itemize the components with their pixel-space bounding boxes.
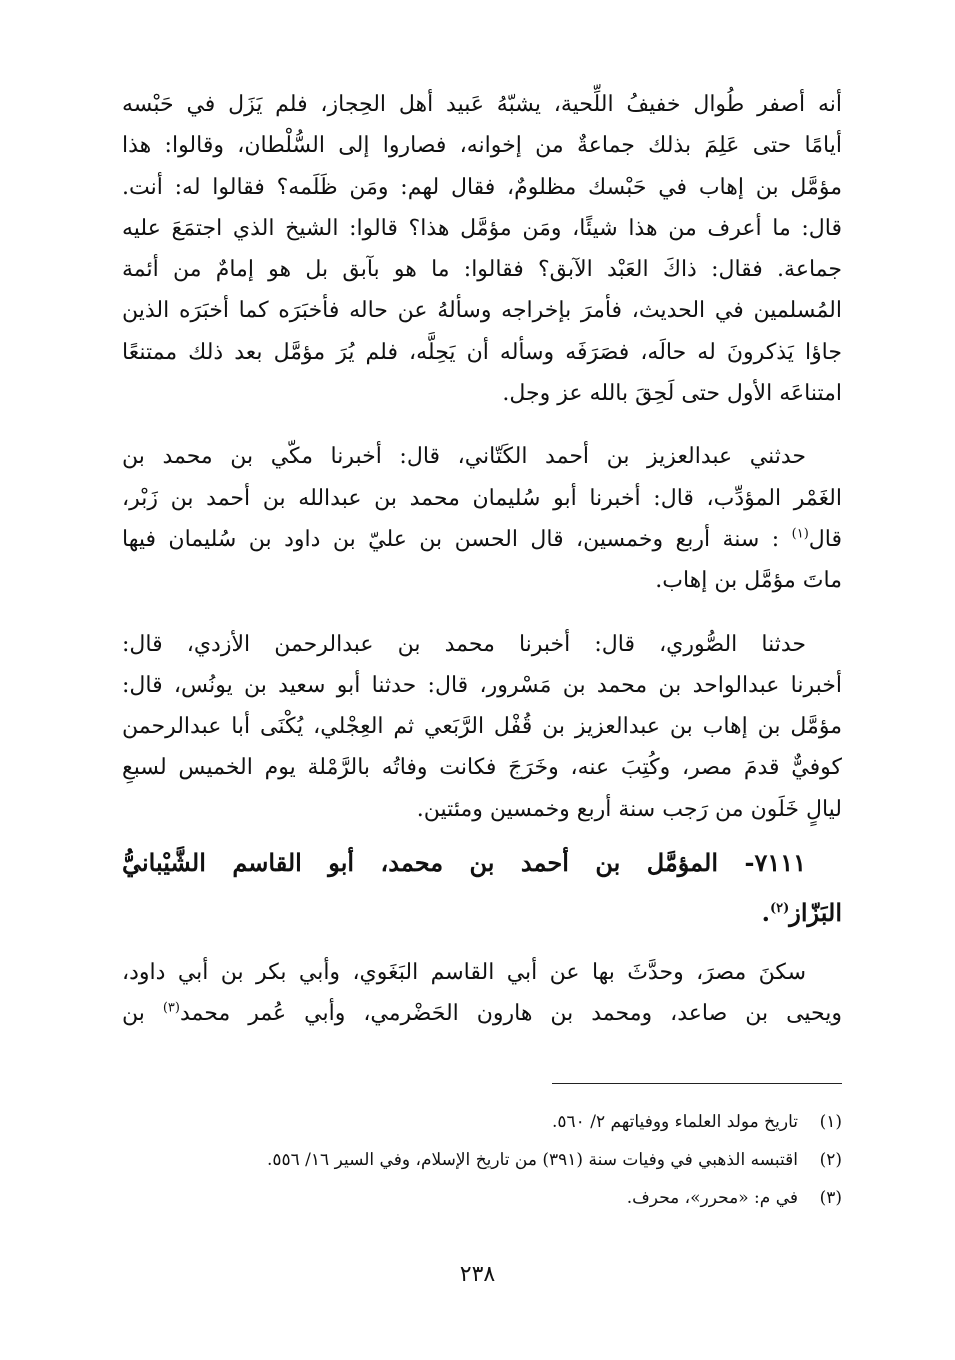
- text-line: حدثني عبدالعزيز بن أحمد الكَتّاني، قال: أخبرنا مكّي بن محمد بن: [122, 444, 806, 470]
- paragraph-2: [122, 436, 842, 601]
- entry-title: البَزّاز: [789, 898, 842, 928]
- page-number: ٢٣٨: [459, 1262, 496, 1287]
- footnote: [122, 1103, 842, 1141]
- footnote-number: (١): [819, 1112, 842, 1132]
- text-line: المُسلمين في الحديث، فأمرَ بإخراجه وسألهُ عن حاله فأخبَرَه كما أخبَرَه الذين: [122, 298, 842, 324]
- text-line: الغَمْر المؤدِّب، قال: أخبرنا أبو سُليمان محمد بن عبدالله بن أحمد بن زَبْر،: [122, 485, 842, 511]
- entry-title: - المؤمَّل بن أحمد بن محمد، أبو القاسم الشَّيْبانيُّ: [122, 848, 755, 878]
- entry-number: ٧١١١: [754, 848, 806, 878]
- text-line: أخبرنا عبدالواحد بن محمد بن مَسْرور، قال: حدثنا أبو سعيد بن يونُس، قال:: [122, 672, 842, 698]
- footnote-number: (٢): [819, 1150, 842, 1170]
- text-line: كوفيٌّ قدمَ مصر، وكُتِبَ عنه، وخَرَجَ فكانت وفاتُه بالرَّمْلة يوم الخميس لسبعِ: [122, 755, 842, 781]
- text-line: [122, 519, 842, 560]
- text-line: مؤمَّل بن إهاب بن عبدالعزيز بن قُفْل الرَّبَعي ثم العِجْلي، يُكْنَى أبا عبدالرحمن: [122, 714, 842, 740]
- text-line: ماتَ مؤمَّل بن إهاب.: [655, 568, 842, 594]
- text-segment: ويحيى بن صاعد، ومحمد بن هارون الحَضْرمي، وأبي عُمر محمد: [179, 1001, 842, 1027]
- text-segment: بن: [122, 1001, 145, 1027]
- text-line: جماعة. فقال: ذاكَ العَبْد الآبق؟ فقالوا: ما هو بآبق بل هو إمامٌ من أئمة: [122, 257, 842, 283]
- paragraph-3: [122, 624, 842, 830]
- text-line: أيامًا حتى عَلِمَ بذلك جماعةٌ من إخوانه، فصاروا إلى السُّلْطان، وقالوا: هذا: [122, 133, 842, 159]
- footnote-marker: (١): [791, 526, 809, 542]
- text-line: سكنَ مصرَ، وحدَّثَ بها عن أبي القاسم البَغَوي، وأبي بكر بن أبي داود،: [122, 960, 806, 986]
- text-segment: : سنة أربع وخمسين، قال الحسن بن عليّ بن داود بن سُليمان فيها: [122, 526, 780, 552]
- footnote: [122, 1179, 842, 1217]
- entry-heading: [122, 838, 842, 938]
- footnote-text: في م: «محرر»، محرف.: [626, 1188, 798, 1208]
- footnote: [122, 1141, 842, 1179]
- text-line: امتناعَه الأول حتى لَحِقَ بالله عز وجل.: [502, 381, 842, 407]
- footnotes: [122, 1103, 842, 1217]
- footnote-marker: (٢): [769, 901, 790, 917]
- text-line: مؤمَّل بن إهاب في حَبْسك مظلومٌ، فقال لهم: ومَن ظَلَمه؟ فقالوا له: أنت.: [122, 174, 842, 200]
- footnote-number: (٣): [819, 1188, 842, 1208]
- footnote-separator: [552, 1083, 842, 1084]
- footnote-marker: (٣): [162, 1001, 180, 1017]
- footnote-text: اقتبسه الذهبي في وفيات سنة (٣٩١) من تاريخ الإسلام، وفي السير ١٦/ ٥٥٦.: [266, 1150, 798, 1170]
- text-line: جاؤا يَذكرونَ له حالَه، فصَرَفَه وسأله أن يَحِلَّه، فلم يُرَ مؤمَّل بعد ذلك ممتنعًا: [122, 339, 842, 365]
- text-line: ليالٍ خَلَون من رَجب سنة أربع وخمسين ومئتين.: [416, 796, 842, 822]
- paragraph-4: [122, 952, 842, 1035]
- text-line: قال: ما أعرف من هذا شيئًا، ومَن مؤمَّل هذا؟ قالوا: الشيخ الذي اجتمَعَ عليه: [122, 215, 842, 241]
- entry-title-line: [122, 838, 842, 888]
- text-line: [122, 993, 842, 1034]
- main-text: [122, 84, 842, 1035]
- paragraph-1: [122, 84, 842, 414]
- entry-title-line: البَزّاز$^{(٢)}$.: [761, 898, 842, 928]
- text-line: أنه أصفر طُوال خفيفُ اللِّحية، يشبّهُ عَبيد أهل الحِجاز، فلم يَزَل في حَبْسه: [122, 92, 842, 117]
- footnote-text: تاريخ مولد العلماء ووفياتهم ٢/ ٥٦٠.: [552, 1112, 798, 1132]
- text-line: حدثنا الصُّوري، قال: أخبرنا محمد بن عبدالرحمن الأزدي، قال:: [122, 631, 806, 657]
- text-segment: قال: [808, 526, 842, 552]
